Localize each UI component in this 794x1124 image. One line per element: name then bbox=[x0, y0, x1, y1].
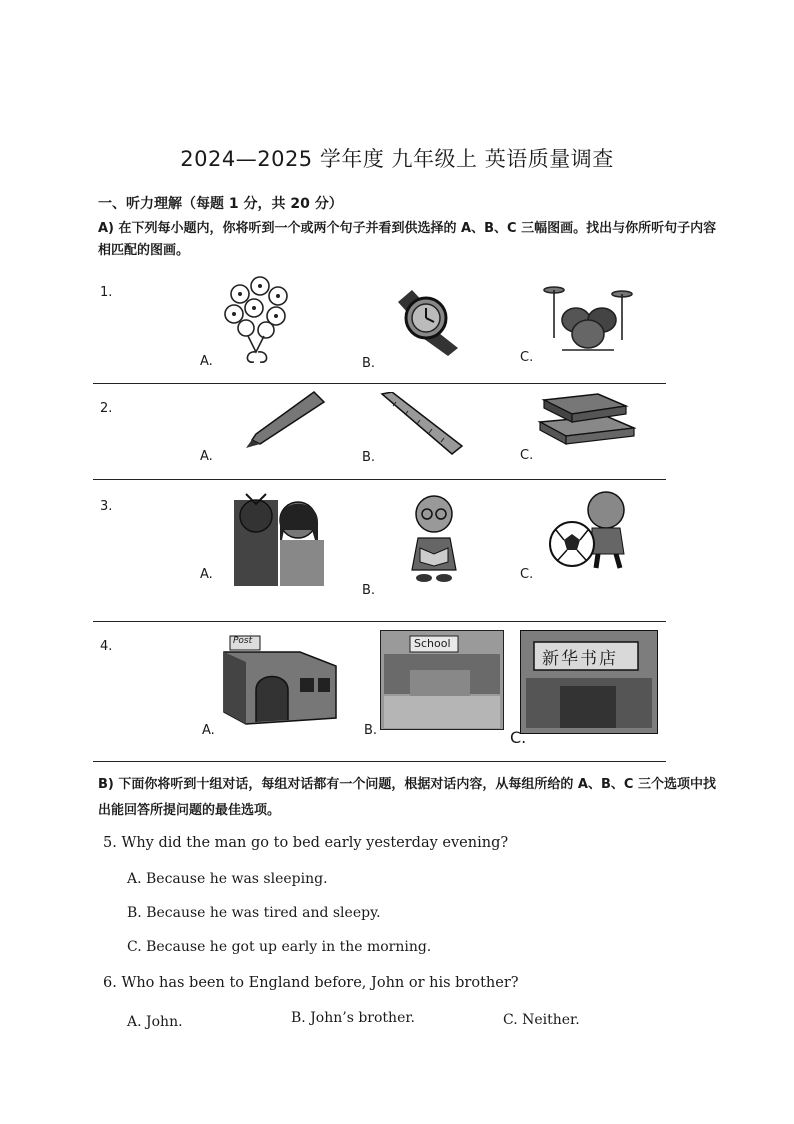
option-5b: B. Because he was tired and sleepy. bbox=[127, 905, 381, 921]
boy-with-football-picture bbox=[548, 488, 634, 572]
option-label: A. bbox=[200, 449, 213, 464]
question-number: 2. bbox=[100, 401, 113, 416]
question-6: 6. Who has been to England before, John or his brother? bbox=[103, 975, 519, 991]
two-children-picture bbox=[232, 490, 328, 588]
divider bbox=[93, 383, 666, 384]
option-5c: C. Because he got up early in the morning. bbox=[127, 939, 432, 955]
divider bbox=[93, 479, 666, 480]
school-picture bbox=[380, 630, 504, 730]
option-5a: A. Because he was sleeping. bbox=[127, 871, 328, 887]
girl-reading-picture bbox=[408, 492, 460, 584]
books-picture bbox=[536, 386, 636, 446]
question-number: 4. bbox=[100, 639, 113, 654]
option-label: C. bbox=[520, 350, 534, 365]
option-label: A. bbox=[200, 354, 213, 369]
option-label: A. bbox=[200, 567, 213, 582]
school-sign: School bbox=[414, 637, 451, 650]
option-6b: B. John’s brother. bbox=[291, 1010, 415, 1026]
option-6c: C. Neither. bbox=[503, 1012, 580, 1028]
option-label: B. bbox=[362, 583, 376, 598]
option-label: C. bbox=[520, 448, 534, 463]
part-a-instruction: A) 在下列每小题内，你将听到一个或两个句子并看到供选择的 A、B、C 三幅图画。找出与你所听句子内容相匹配的图画。 bbox=[98, 221, 717, 258]
option-label: C. bbox=[510, 728, 527, 747]
post-sign: Post bbox=[233, 636, 253, 646]
flower-bouquet-picture bbox=[218, 272, 298, 370]
pencil-picture bbox=[244, 390, 326, 450]
option-6a: A. John. bbox=[127, 1014, 183, 1030]
drum-kit-picture bbox=[542, 280, 634, 352]
section-heading: 一、听力理解（每题 1 分，共 20 分） bbox=[98, 196, 343, 212]
bookstore-picture bbox=[520, 630, 658, 734]
divider bbox=[93, 621, 666, 622]
bookstore-sign: 新华书店 bbox=[542, 649, 618, 669]
question-number: 1. bbox=[100, 285, 113, 300]
post-office-picture bbox=[216, 632, 340, 726]
option-label: A. bbox=[202, 723, 215, 738]
option-label: B. bbox=[362, 450, 376, 465]
wristwatch-picture bbox=[390, 282, 464, 356]
part-b-instruction: B) 下面你将听到十组对话，每组对话都有一个问题，根据对话内容，从每组所给的 A、B、C 三个选项中找出能回答所提问题的最佳选项。 bbox=[98, 777, 716, 818]
question-5: 5. Why did the man go to bed early yesterday evening? bbox=[103, 835, 509, 851]
option-label: B. bbox=[364, 723, 378, 738]
ruler-picture bbox=[378, 392, 464, 456]
page-title: 2024—2025 学年度 九年级上 英语质量调查 bbox=[180, 147, 614, 171]
option-label: B. bbox=[362, 356, 376, 371]
question-number: 3. bbox=[100, 499, 113, 514]
divider bbox=[93, 761, 666, 762]
option-label: C. bbox=[520, 567, 534, 582]
